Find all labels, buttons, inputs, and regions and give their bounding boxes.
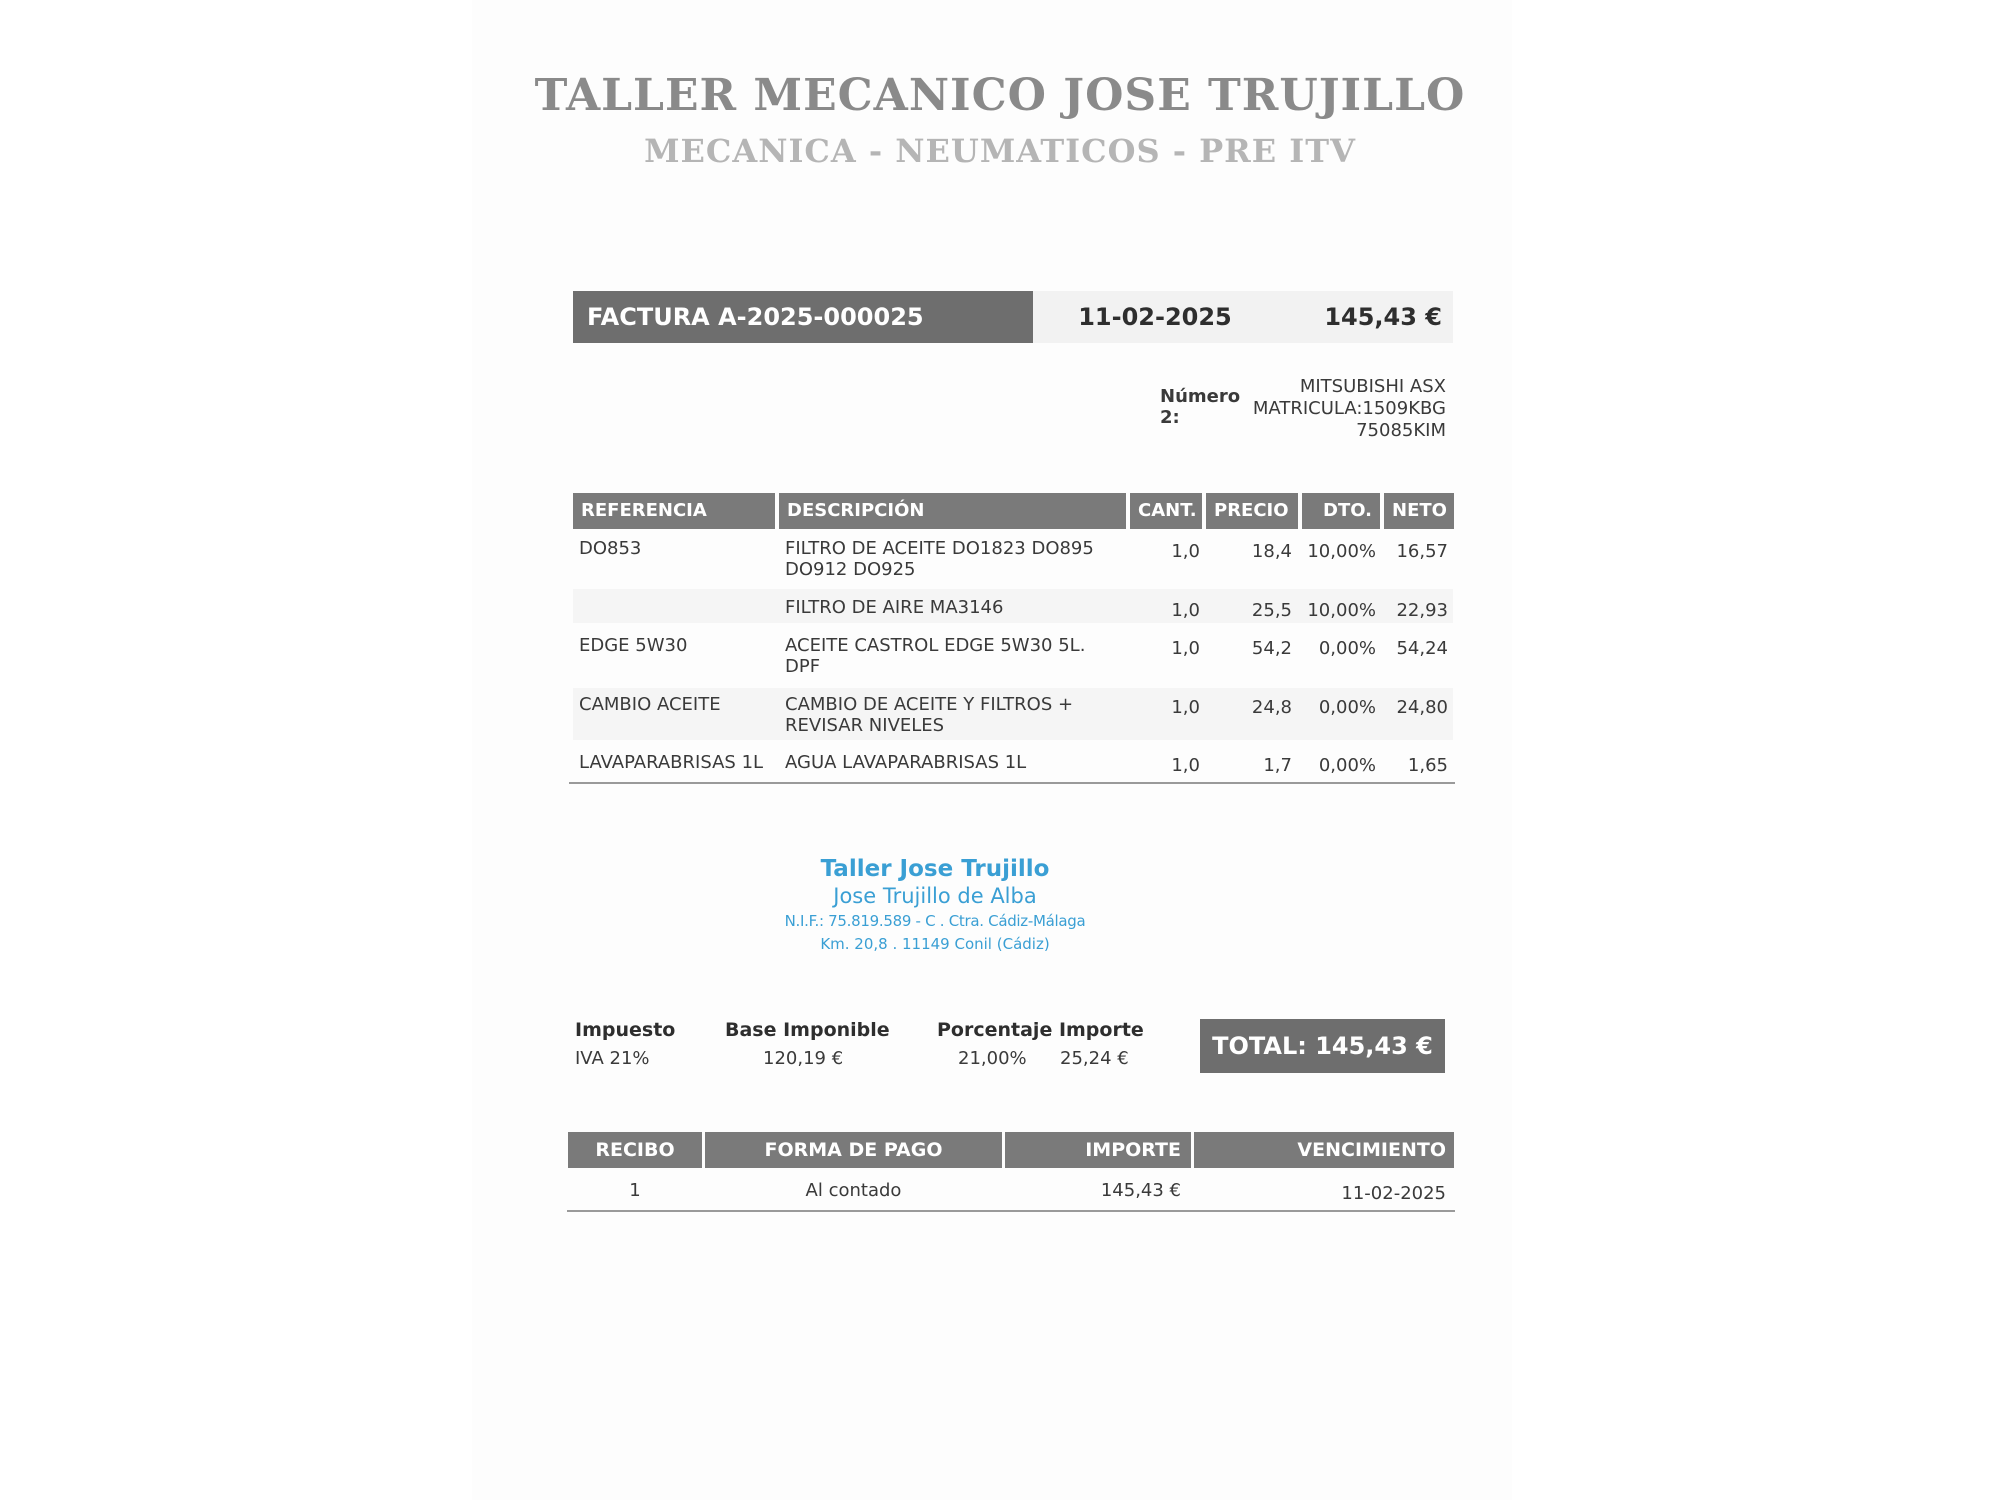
item-price: 18,4 bbox=[1251, 541, 1292, 562]
item-qty: 1,0 bbox=[1171, 697, 1200, 718]
item-qty: 1,0 bbox=[1171, 755, 1200, 776]
item-discount: 0,00% bbox=[1318, 697, 1376, 718]
item-net: 22,93 bbox=[1396, 600, 1448, 621]
stamp-line1: Taller Jose Trujillo bbox=[820, 856, 1050, 882]
item-discount: 0,00% bbox=[1318, 638, 1376, 659]
col-header-discount: DTO. bbox=[1302, 493, 1380, 529]
rate-amount-header: Porcentaje Importe bbox=[937, 1019, 1144, 1041]
item-price: 54,2 bbox=[1251, 638, 1292, 659]
col-header-due-date: VENCIMIENTO bbox=[1194, 1132, 1454, 1168]
invoice-page bbox=[472, 0, 1512, 1500]
invoice-total-amount: 145,43 € bbox=[1324, 303, 1442, 331]
item-ref: CAMBIO ACEITE bbox=[579, 694, 721, 715]
item-qty: 1,0 bbox=[1171, 600, 1200, 621]
invoice-date: 11-02-2025 bbox=[1078, 303, 1232, 331]
col-header-price: PRECIO bbox=[1206, 493, 1298, 529]
grand-total: TOTAL: 145,43 € bbox=[1200, 1019, 1445, 1073]
item-price: 24,8 bbox=[1251, 697, 1292, 718]
item-net: 1,65 bbox=[1407, 755, 1448, 776]
item-ref: DO853 bbox=[579, 538, 642, 559]
vehicle-info bbox=[1230, 376, 1446, 442]
item-desc-cont: DO912 DO925 bbox=[785, 559, 916, 580]
col-header-payment-method: FORMA DE PAGO bbox=[705, 1132, 1002, 1168]
payment-bottom-rule bbox=[567, 1210, 1455, 1212]
tax-type: IVA 21% bbox=[575, 1048, 650, 1069]
col-header-reference: REFERENCIA bbox=[573, 493, 775, 529]
payment-method: Al contado bbox=[805, 1180, 902, 1201]
vehicle-mileage: 75085KIM bbox=[1356, 420, 1446, 441]
col-header-net: NETO bbox=[1384, 493, 1454, 529]
payment-due-date: 11-02-2025 bbox=[1341, 1183, 1446, 1204]
company-subtitle: MECANICA - NEUMATICOS - PRE ITV bbox=[644, 132, 1356, 170]
item-desc-cont: DPF bbox=[785, 656, 821, 677]
company-name: TALLER MECANICO JOSE TRUJILLO bbox=[534, 70, 1466, 121]
tax-header: Impuesto bbox=[575, 1019, 676, 1041]
col-header-quantity: CANT. bbox=[1130, 493, 1202, 529]
item-desc: FILTRO DE ACEITE DO1823 DO895 bbox=[785, 538, 1094, 559]
payment-receipt: 1 bbox=[629, 1180, 641, 1201]
stamp-line4: Km. 20,8 . 11149 Conil (Cádiz) bbox=[820, 935, 1050, 953]
item-desc-cont: REVISAR NIVELES bbox=[785, 715, 945, 736]
item-price: 25,5 bbox=[1251, 600, 1292, 621]
vehicle-label-line2: 2: bbox=[1160, 407, 1180, 428]
stamp-line2: Jose Trujillo de Alba bbox=[833, 884, 1037, 908]
item-desc: FILTRO DE AIRE MA3146 bbox=[785, 597, 1004, 618]
item-qty: 1,0 bbox=[1171, 541, 1200, 562]
base-header: Base Imponible bbox=[725, 1019, 890, 1041]
payment-amount: 145,43 € bbox=[1100, 1180, 1181, 1201]
vehicle-label-line1: Número bbox=[1160, 386, 1241, 407]
item-discount: 10,00% bbox=[1307, 541, 1376, 562]
tax-base: 120,19 € bbox=[763, 1048, 844, 1069]
item-price: 1,7 bbox=[1263, 755, 1292, 776]
item-net: 24,80 bbox=[1396, 697, 1448, 718]
tax-rate: 21,00% bbox=[958, 1048, 1027, 1069]
items-bottom-rule bbox=[569, 782, 1455, 784]
item-qty: 1,0 bbox=[1171, 638, 1200, 659]
item-net: 16,57 bbox=[1396, 541, 1448, 562]
col-header-receipt: RECIBO bbox=[568, 1132, 702, 1168]
item-ref: LAVAPARABRISAS 1L bbox=[579, 752, 764, 773]
col-header-description: DESCRIPCIÓN bbox=[779, 493, 1126, 529]
tax-amount: 25,24 € bbox=[1060, 1048, 1129, 1069]
item-desc: AGUA LAVAPARABRISAS 1L bbox=[785, 752, 1027, 773]
item-ref: EDGE 5W30 bbox=[579, 635, 688, 656]
item-desc: CAMBIO DE ACEITE Y FILTROS + bbox=[785, 694, 1074, 715]
invoice-number: FACTURA A-2025-000025 bbox=[573, 291, 1033, 343]
stamp-line3: N.I.F.: 75.819.589 - C . Ctra. Cádiz-Málaga bbox=[784, 912, 1086, 930]
vehicle-model: MITSUBISHI ASX bbox=[1299, 376, 1446, 397]
col-header-amount: IMPORTE bbox=[1005, 1132, 1191, 1168]
item-desc: ACEITE CASTROL EDGE 5W30 5L. bbox=[785, 635, 1086, 656]
company-stamp bbox=[755, 855, 1115, 956]
item-net: 54,24 bbox=[1396, 638, 1448, 659]
item-discount: 10,00% bbox=[1307, 600, 1376, 621]
vehicle-plate: MATRICULA:1509KBG bbox=[1252, 398, 1446, 419]
item-discount: 0,00% bbox=[1318, 755, 1376, 776]
